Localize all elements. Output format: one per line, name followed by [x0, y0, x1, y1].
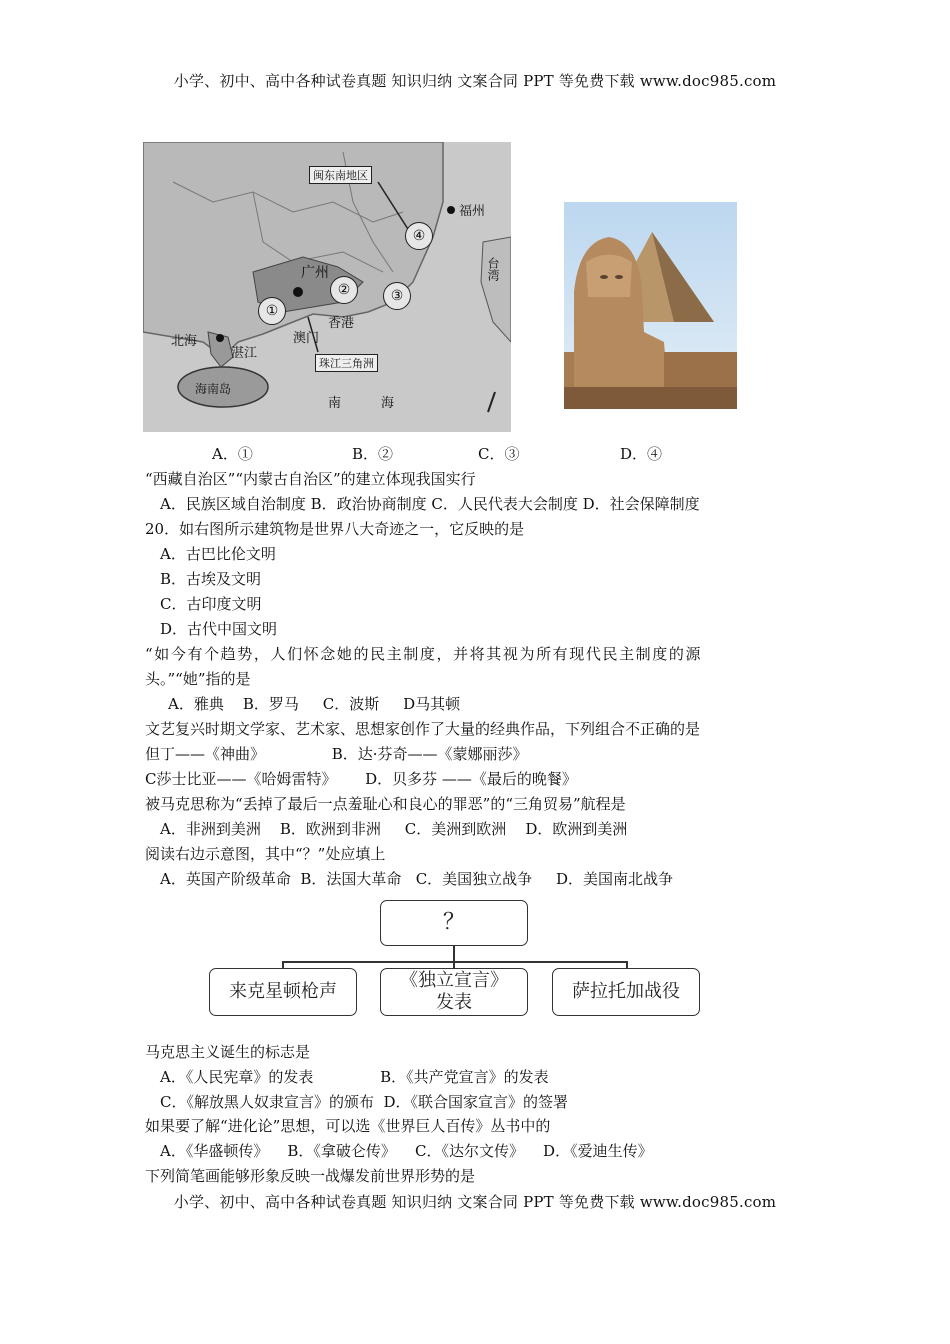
q-map-option-d: D．④	[620, 445, 663, 463]
q-evolution-stem: 如果要了解“进化论”思想，可以选《世界巨人百传》丛书中的	[145, 1117, 551, 1135]
q-marx-line-2: C．《解放黑人奴隶宣言》的颁布 D．《联合国家宣言》的签署	[160, 1093, 569, 1111]
diagram-middle-line-2: 发表	[436, 992, 472, 1013]
map-label-hainan: 海南岛	[195, 382, 232, 396]
map-label-fuzhou: 福州	[459, 204, 486, 219]
q-renaissance-stem: 文艺复兴时期文学家、艺术家、思想家创作了大量的经典作品，下列组合不正确的是	[145, 720, 701, 738]
q-renaissance-line-1: 但丁——《神曲》 B．达·芬奇——《蒙娜丽莎》	[145, 745, 528, 763]
q20-option-b: B．古埃及文明	[160, 570, 262, 588]
map-label-beihai: 北海	[171, 334, 198, 349]
map-marker-2: ②	[330, 276, 358, 304]
q-diagram-stem: 阅读右边示意图，其中“？”处应填上	[145, 845, 386, 863]
q-democracy-options: A．雅典 B．罗马 C．波斯 D马其顿	[168, 695, 461, 713]
q-democracy-stem-2: 头。”“她”指的是	[145, 670, 251, 688]
q-map-option-c: C．③	[478, 445, 520, 463]
map-label-macau: 澳门	[293, 331, 320, 346]
q20-option-c: C．古印度文明	[160, 595, 262, 613]
q-renaissance-line-2: C莎士比亚——《哈姆雷特》 D．贝多芬 ——《最后的晚餐》	[145, 770, 577, 788]
q20-option-d: D．古代中国文明	[160, 620, 278, 638]
diagram-left-box: 来克星顿枪声	[209, 968, 357, 1016]
q-triangle-stem: 被马克思称为“丢掉了最后一点羞耻心和良心的罪恶”的“三角贸易”航程是	[145, 795, 626, 813]
map-label-min-dong-nan: 闽东南地区	[309, 166, 372, 184]
map-label-taiwan: 台湾	[486, 257, 500, 281]
q-marx-stem: 马克思主义诞生的标志是	[145, 1043, 311, 1061]
map-label-zhanjiang: 湛江	[231, 346, 258, 361]
q-evolution-options: A．《华盛顿传》 B．《拿破仑传》 C．《达尔文传》 D．《爱迪生传》	[160, 1142, 653, 1160]
diagram-middle-line-1: 《独立宣言》	[400, 970, 508, 991]
q-autonomy-options: A．民族区域自治制度 B．政治协商制度 C．人民代表大会制度 D．社会保障制度	[160, 495, 700, 513]
map-label-pearl-delta: 珠江三角洲	[315, 354, 378, 372]
page-footer: 小学、初中、高中各种试卷真题 知识归纳 文案合同 PPT 等免费下载 www.doc985.com	[173, 1193, 777, 1211]
map-marker-3: ③	[383, 282, 411, 310]
diagram-connector-horizontal	[282, 961, 628, 963]
diagram-right-box: 萨拉托加战役	[552, 968, 700, 1016]
q-ww1-stem: 下列简笔画能够形象反映一战爆发前世界形势的是	[145, 1167, 476, 1185]
q-map-option-a: A．①	[212, 445, 253, 463]
sphinx-pyramid-photo	[564, 202, 737, 409]
page-header: 小学、初中、高中各种试卷真题 知识归纳 文案合同 PPT 等免费下载 www.doc985.com	[173, 72, 777, 90]
q-map-option-b: B．②	[352, 445, 394, 463]
diagram-middle-box	[380, 968, 528, 1016]
map-label-south-sea-1: 南	[328, 396, 342, 411]
q-triangle-options: A．非洲到美洲 B．欧洲到非洲 C．美洲到欧洲 D．欧洲到美洲	[160, 820, 628, 838]
q20-option-a: A．古巴比伦文明	[160, 545, 276, 563]
q-diagram-options: A．英国产阶级革命 B．法国大革命 C．美国独立战争 D．美国南北战争	[160, 870, 674, 888]
q-marx-line-1: A．《人民宪章》的发表 B．《共产党宣言》的发表	[160, 1068, 549, 1086]
q20-stem: 20．如右图所示建筑物是世界八大奇迹之一，它反映的是	[145, 520, 525, 538]
map-marker-1: ①	[258, 297, 286, 325]
q-democracy-stem-1: “如今有个趋势，人们怀念她的民主制度，并将其视为所有现代民主制度的源	[145, 645, 703, 663]
map-label-hongkong: 香港	[328, 316, 355, 331]
map-label-south-sea-2: 海	[381, 396, 395, 411]
map-label-guangzhou: 广州	[301, 265, 329, 281]
q-autonomy-stem: “西藏自治区”“内蒙古自治区”的建立体现我国实行	[145, 470, 476, 488]
diagram-top-box: ？	[380, 900, 528, 946]
diagram-connector-vertical	[453, 946, 455, 962]
map-marker-4: ④	[405, 222, 433, 250]
map-figure	[143, 142, 511, 432]
